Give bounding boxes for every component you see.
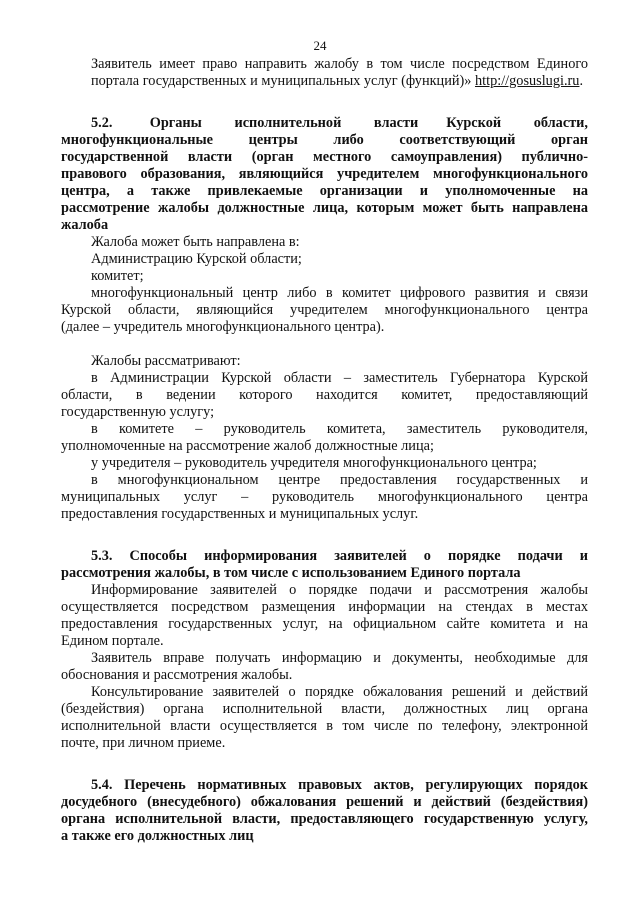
section-5-2-heading: [61, 115, 588, 234]
text-line: государственную услугу;: [61, 404, 215, 420]
text-line: (далее – учредитель многофункционального центра).: [61, 319, 385, 335]
paragraph: [61, 582, 588, 650]
heading-line: органа исполнительной власти, предоставляющего государственную услугу,: [61, 811, 588, 827]
text-line: муниципальных услуг – руководитель многофункционального центра: [61, 489, 588, 505]
heading-line: рассмотрение жалобы должностные лица, которым может быть направлена: [61, 200, 588, 216]
text-line: в многофункциональном центре предоставления государственных и: [91, 472, 588, 488]
paragraph: [61, 370, 588, 421]
paragraph: [61, 684, 588, 752]
text-line: предоставления государственных и муниципальных услуг.: [61, 506, 419, 522]
text-line: в комитете – руководитель комитета, заместитель руководителя,: [91, 421, 588, 437]
text-line: Едином портале.: [61, 633, 164, 649]
text-line: обоснования и рассмотрения жалобы.: [61, 667, 293, 683]
heading-line: досудебного (внесудебного) обжалования решений и действий (бездействия): [61, 794, 588, 810]
text-line: предоставления государственных услуг, на официальном сайте комитета и на: [61, 616, 588, 632]
gosuslugi-link[interactable]: http://gosuslugi.ru: [474, 73, 580, 89]
text-line: многофункциональный центр либо в комитет цифрового развития и связи: [91, 285, 588, 301]
heading-line: правового образования, являющийся учредителем многофункционального: [61, 166, 588, 182]
text-line: Курской области, являющийся учредителем многофункционального центра: [61, 302, 588, 318]
text-line: в Администрации Курской области – заместитель Губернатора Курской: [91, 370, 588, 386]
paragraph: Жалобы рассматривают:: [91, 353, 241, 369]
heading-line: 5.3. Способы информирования заявителей о порядке подачи и: [91, 548, 588, 564]
heading-line: центра, а также привлекаемые организации и уполномоченные на: [61, 183, 588, 199]
intro-period: .: [579, 73, 584, 89]
section-5-3-heading: [61, 548, 588, 582]
paragraph: у учредителя – руководитель учредителя многофункционального центра;: [91, 455, 537, 471]
paragraph: комитет;: [91, 268, 144, 284]
page-number: 24: [313, 38, 327, 53]
text-line: области, в ведении которого находится комитет, предоставляющий: [61, 387, 588, 403]
heading-line: рассмотрения жалобы, в том числе с использованием Единого портала: [61, 565, 521, 581]
heading-line: 5.2. Органы исполнительной власти Курской области,: [91, 115, 588, 131]
paragraph: [61, 472, 588, 523]
heading-line: жалоба: [61, 217, 109, 233]
paragraph: [61, 650, 588, 684]
intro-text: портала государственных и муниципальных услуг (функций)»: [91, 73, 475, 89]
heading-line: многофункциональные центры либо соответствующий орган: [61, 132, 588, 148]
intro-paragraph: [61, 56, 588, 90]
paragraph: Администрацию Курской области;: [91, 251, 302, 267]
text-line: исполнительной власти осуществляется в том числе по телефону, электронной: [61, 718, 588, 734]
heading-line: а также его должностных лиц: [61, 828, 254, 844]
intro-line: [61, 73, 588, 90]
intro-line: Заявитель имеет право направить жалобу в том числе посредством Единого: [91, 56, 588, 72]
paragraph: [61, 421, 588, 455]
text-line: Информирование заявителей о порядке подачи и рассмотрения жалобы: [91, 582, 588, 598]
page-content: [61, 56, 588, 845]
text-line: Заявитель вправе получать информацию и документы, необходимые для: [91, 650, 588, 666]
heading-line: 5.4. Перечень нормативных правовых актов, регулирующих порядок: [91, 777, 588, 793]
paragraph: [61, 285, 588, 336]
paragraph: Жалоба может быть направлена в:: [91, 234, 300, 250]
text-line: (бездействия) органа исполнительной власти, должностных лиц органа: [61, 701, 588, 717]
section-5-4-heading: [61, 777, 588, 845]
heading-line: государственной власти (орган местного самоуправления) публично-: [61, 149, 588, 165]
text-line: почте, при личном приеме.: [61, 735, 226, 751]
text-line: осуществляется посредством размещения информации на стендах в местах: [61, 599, 588, 615]
text-line: Консультирование заявителей о порядке обжалования решений и действий: [91, 684, 588, 700]
text-line: уполномоченные на рассмотрение жалоб должностные лица;: [61, 438, 434, 454]
